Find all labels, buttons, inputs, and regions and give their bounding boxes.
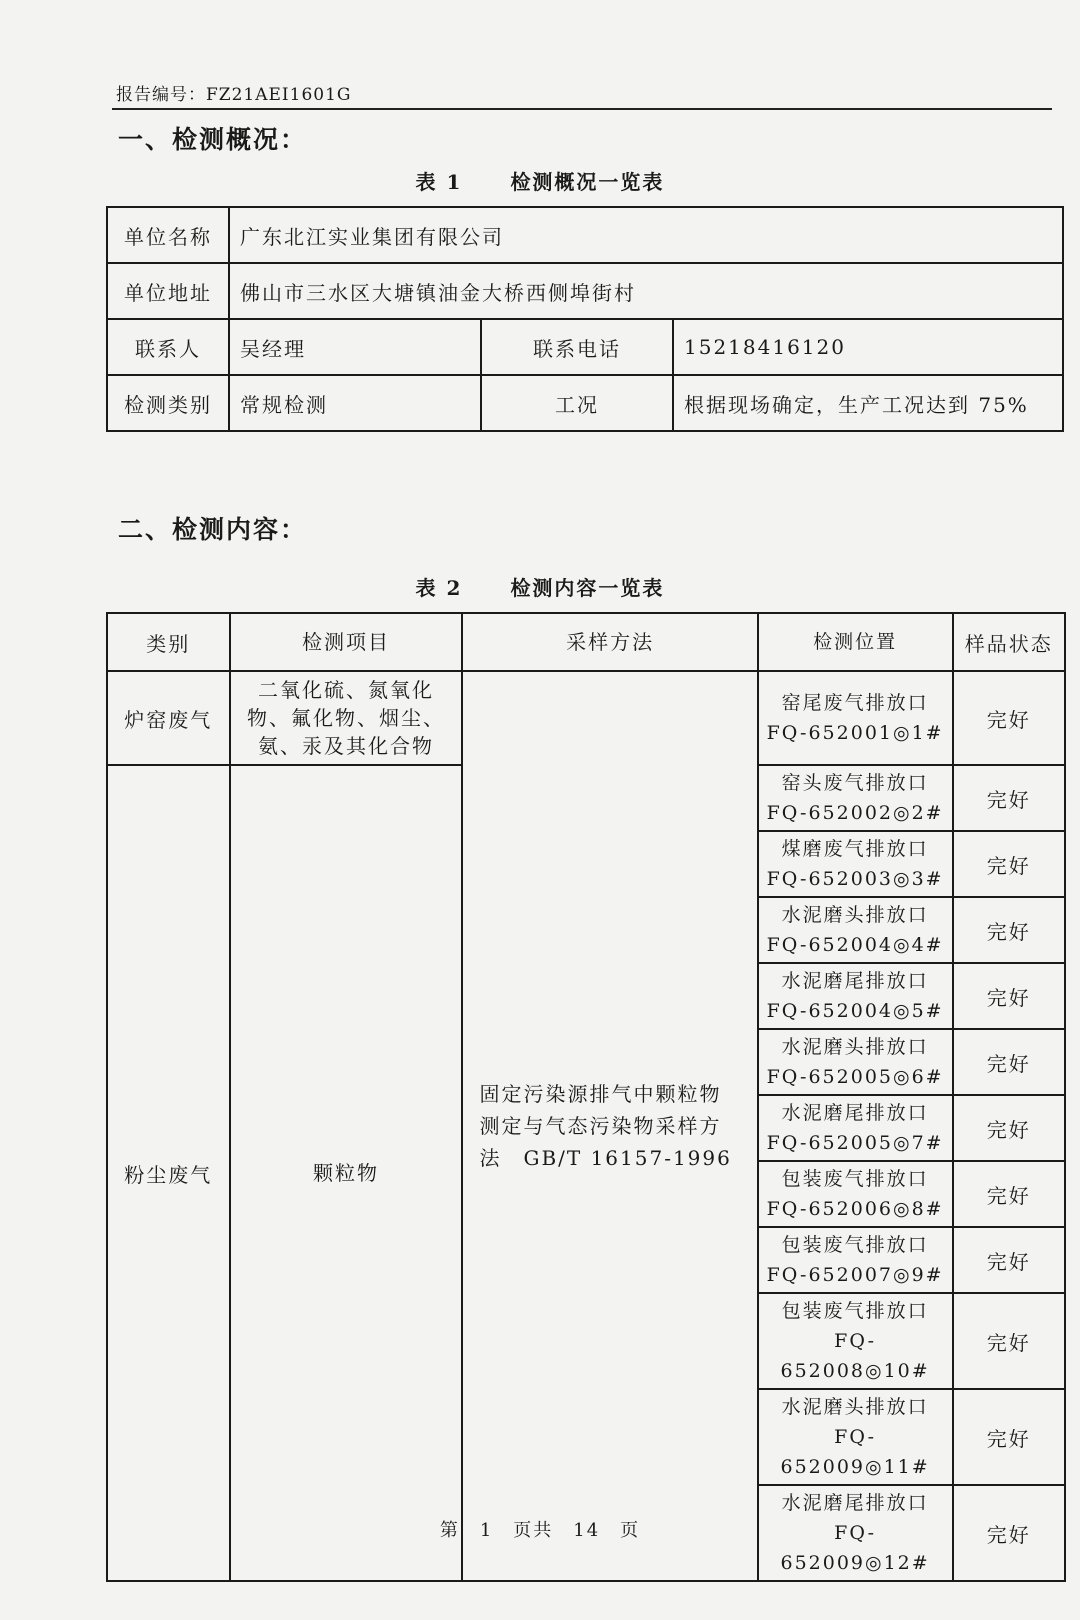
sample-state: 完好 xyxy=(953,1161,1066,1227)
sample-state: 完好 xyxy=(953,1389,1066,1485)
footer-suffix: 页 xyxy=(620,1520,641,1541)
position-name: 水泥磨头排放口 xyxy=(781,1396,929,1418)
sampling-method: 固定污染源排气中颗粒物测定与气态污染物采样方法 GB/T 16157-1996 xyxy=(462,671,757,1581)
unit-name-value: 广东北江实业集团有限公司 xyxy=(229,207,1063,263)
condition-value: 根据现场确定，生产工况达到 75% xyxy=(673,375,1063,431)
sample-state: 完好 xyxy=(953,1485,1066,1581)
test-type-value: 常规检测 xyxy=(229,375,481,431)
page-footer xyxy=(0,1516,1080,1542)
position-cell xyxy=(758,765,953,831)
table2-number: 表 2 xyxy=(415,576,463,600)
position-code: FQ-652004◎4# xyxy=(766,934,944,956)
position-code: FQ-652006◎8# xyxy=(766,1198,944,1220)
sample-state: 完好 xyxy=(953,897,1066,963)
position-code: FQ-652009◎12# xyxy=(780,1522,930,1574)
table2-title: 检测内容一览表 xyxy=(510,576,665,600)
table-row xyxy=(107,319,1063,375)
position-code: FQ-652005◎7# xyxy=(766,1132,944,1154)
sample-state: 完好 xyxy=(953,831,1066,897)
header-item: 检测项目 xyxy=(230,613,463,671)
category-dust: 粉尘废气 xyxy=(107,765,230,1581)
overview-table xyxy=(106,206,1064,432)
section1-title: 一、检测概况： xyxy=(118,125,308,154)
unit-name-label: 单位名称 xyxy=(107,207,229,263)
position-code: FQ-652005◎6# xyxy=(766,1066,944,1088)
sample-state: 完好 xyxy=(953,1227,1066,1293)
position-cell xyxy=(758,897,953,963)
position-cell xyxy=(758,671,953,765)
position-code: FQ-652004◎5# xyxy=(766,1000,944,1022)
position-code: FQ-652003◎3# xyxy=(766,868,944,890)
sample-state: 完好 xyxy=(953,963,1066,1029)
sample-state: 完好 xyxy=(953,765,1066,831)
table2-caption xyxy=(0,572,1080,601)
position-name: 包装废气排放口 xyxy=(781,1300,929,1322)
phone-label: 联系电话 xyxy=(481,319,673,375)
table-row xyxy=(107,671,1065,765)
position-name: 窑头废气排放口 xyxy=(781,772,929,794)
position-code: FQ-652009◎11# xyxy=(780,1426,930,1478)
footer-mid: 页共 xyxy=(513,1520,554,1541)
footer-page-number: 1 xyxy=(479,1520,494,1541)
footer-page-total: 14 xyxy=(573,1520,601,1541)
position-cell xyxy=(758,1161,953,1227)
phone-value: 15218416120 xyxy=(673,319,1063,375)
position-cell xyxy=(758,1227,953,1293)
position-code: FQ-652001◎1# xyxy=(766,722,944,744)
position-cell xyxy=(758,1293,953,1389)
position-name: 水泥磨尾排放口 xyxy=(781,1492,929,1514)
position-name: 水泥磨头排放口 xyxy=(781,904,929,926)
position-cell xyxy=(758,1095,953,1161)
header-method: 采样方法 xyxy=(462,613,757,671)
position-cell xyxy=(758,963,953,1029)
position-code: FQ-652007◎9# xyxy=(766,1264,944,1286)
contact-value: 吴经理 xyxy=(229,319,481,375)
position-name: 包装废气排放口 xyxy=(781,1234,929,1256)
position-cell xyxy=(758,1389,953,1485)
contact-label: 联系人 xyxy=(107,319,229,375)
header-category: 类别 xyxy=(107,613,230,671)
condition-label: 工况 xyxy=(481,375,673,431)
report-number: 报告编号：FZ21AEI1601G xyxy=(116,85,352,105)
item-dust: 颗粒物 xyxy=(230,765,463,1581)
sample-state: 完好 xyxy=(953,1095,1066,1161)
table1-title: 检测概况一览表 xyxy=(510,170,665,194)
header-rule xyxy=(112,108,1052,110)
category-kiln: 炉窑废气 xyxy=(107,671,230,765)
position-cell xyxy=(758,831,953,897)
position-name: 水泥磨尾排放口 xyxy=(781,970,929,992)
content-table xyxy=(106,612,1066,1582)
table-row xyxy=(107,375,1063,431)
header-state: 样品状态 xyxy=(953,613,1066,671)
sample-state: 完好 xyxy=(953,671,1066,765)
table1-number: 表 1 xyxy=(415,170,463,194)
position-name: 水泥磨尾排放口 xyxy=(781,1102,929,1124)
unit-address-label: 单位地址 xyxy=(107,263,229,319)
table-row xyxy=(107,207,1063,263)
item-kiln: 二氧化硫、氮氧化物、氟化物、烟尘、氨、汞及其化合物 xyxy=(230,671,463,765)
test-type-label: 检测类别 xyxy=(107,375,229,431)
sample-state: 完好 xyxy=(953,1029,1066,1095)
table-header-row xyxy=(107,613,1065,671)
footer-prefix: 第 xyxy=(439,1520,460,1541)
position-name: 水泥磨头排放口 xyxy=(781,1036,929,1058)
header-position: 检测位置 xyxy=(758,613,953,671)
position-name: 窑尾废气排放口 xyxy=(781,692,929,714)
position-name: 煤磨废气排放口 xyxy=(781,838,929,860)
position-cell xyxy=(758,1029,953,1095)
sample-state: 完好 xyxy=(953,1293,1066,1389)
unit-address-value: 佛山市三水区大塘镇油金大桥西侧埠街村 xyxy=(229,263,1063,319)
position-code: FQ-652002◎2# xyxy=(766,802,944,824)
table-row xyxy=(107,263,1063,319)
position-name: 包装废气排放口 xyxy=(781,1168,929,1190)
position-code: FQ-652008◎10# xyxy=(780,1330,930,1382)
section2-title: 二、检测内容： xyxy=(118,515,308,544)
table1-caption xyxy=(0,166,1080,195)
